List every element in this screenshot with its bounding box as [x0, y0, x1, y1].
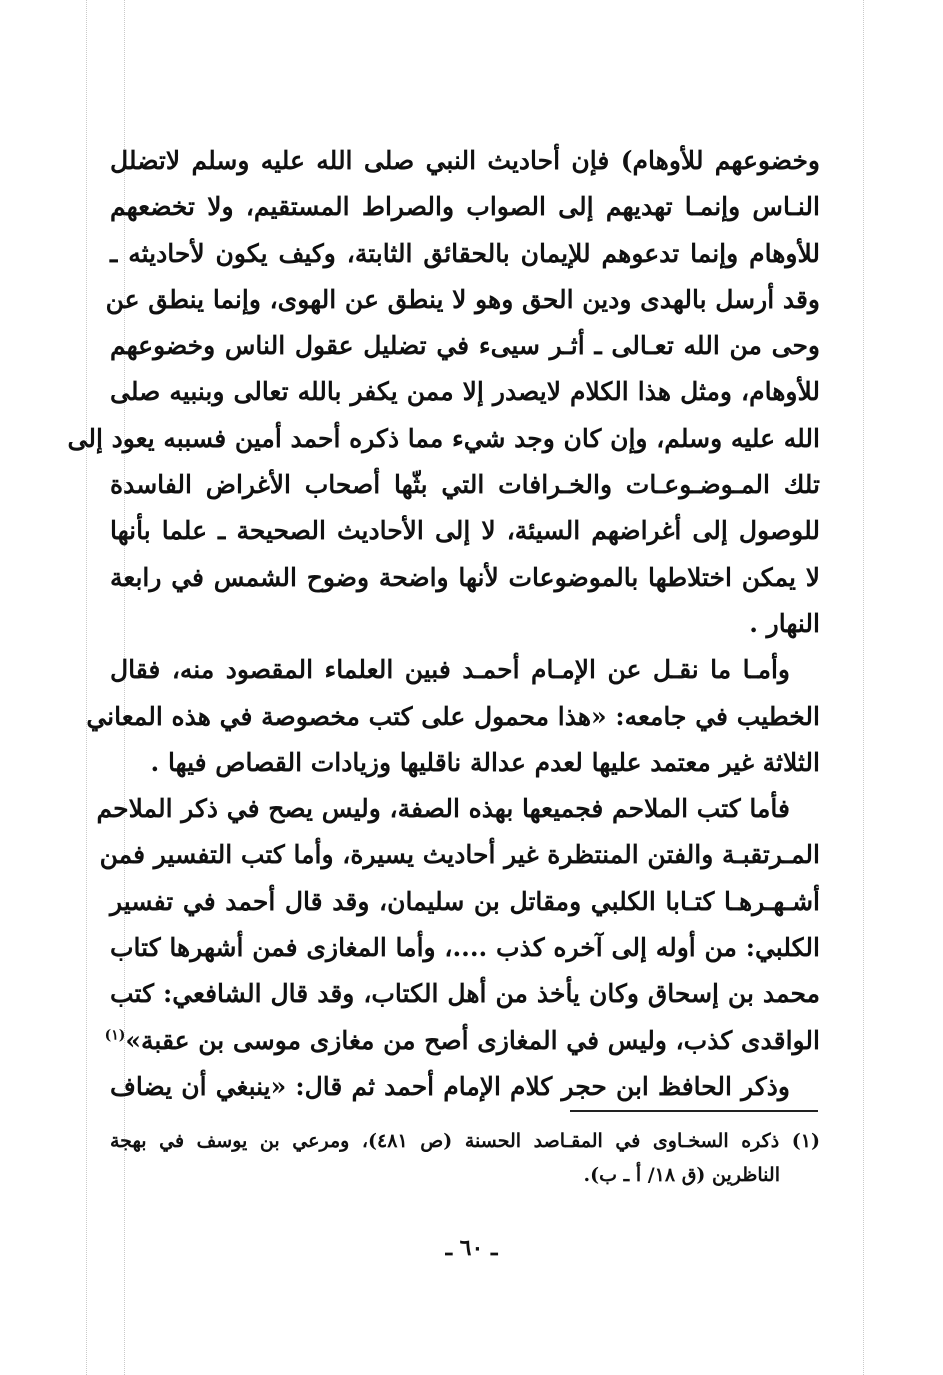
text-line: تلك المـوضـوعـات والخـرافات التي بثّها أصحاب الأغراض الفاسدة [110, 470, 820, 500]
footnote-line: (١) ذكره السخـاوى في المقـاصد الحسنة (ص ٤٨١)، ومرعي بن يوسف في بهجة [110, 1130, 820, 1152]
text-line: وخضوعهم للأوهام) فإن أحاديث النبي صلى الله عليه وسلم لاتضلل [110, 146, 820, 175]
page-body [67, 138, 821, 1110]
text-line: الثلاثة غير معتمد عليها لعدم عدالة ناقليها وزيادات القصاص فيها . [150, 747, 820, 777]
text-line: وأمـا ما نقـل عن الإمـام أحمـد فبين العلماء المقصود منه، فقال [110, 655, 790, 685]
text-line: للأوهام، ومثل هذا الكلام لايصدر إلا ممن يكفر بالله تعالى وبنبيه صلى [110, 377, 820, 407]
footnote-separator [570, 1110, 818, 1112]
text-line: محمد بن إسحاق وكان يأخذ من أهل الكتاب، وقد قال الشافعي: كتب [110, 979, 821, 1009]
page-number: ـ ٦٠ ـ [445, 1235, 498, 1261]
scan-guide-line [86, 0, 87, 1375]
text-line: الله عليه وسلم، وإن كان وجد شيء مما ذكره أحمد أمين فسببه يعود إلى [67, 423, 820, 453]
text-line: وحى من الله تعـالى ـ أثـر سيىء في تضليل عقول الناس وخضوعهم [110, 331, 820, 361]
text-line: وقد أرسل بالهدى ودين الحق وهو لا ينطق عن الهوى، وإنما ينطق عن [105, 284, 820, 314]
footnote-reference: (١) [104, 1027, 126, 1044]
text-line: للأوهام وإنما تدعوهم للإيمان بالحقائق الثابتة، وكيف يكون لأحاديثه ـ [110, 238, 820, 268]
text-line: للوصول إلى أغراضهم السيئة، لا إلى الأحاديث الصحيحة ـ علما بأنها [110, 516, 820, 546]
text-line: الواقدى كذب، وليس في المغازى أصح من مغازى موسى بن عقبة» [125, 1025, 820, 1055]
text-line: النهار . [749, 608, 820, 638]
text-line-with-footnote [104, 1018, 820, 1064]
scan-guide-line [863, 0, 864, 1375]
text-line: وذكر الحافظ ابن حجر كلام الإمام أحمد ثم قال: «ينبغي أن يضاف [110, 1071, 790, 1101]
text-line: لا يمكن اختلاطها بالموضوعات لأنها واضحة وضوح الشمس في رابعة [110, 562, 820, 592]
footnote-line: الناظرين (ق ١٨/ أ ـ ب). [583, 1164, 780, 1186]
text-line: المـرتقبـة والفتن المنتظرة غير أحاديث يسيرة، وأما كتب التفسير فمن [99, 840, 820, 870]
text-line: النـاس وإنمـا تهديهم إلى الصواب والصراط المستقيم، ولا تخضعهم [110, 192, 820, 222]
text-line: فأما كتب الملاحم فجميعها بهذه الصفة، وليس يصح في ذكر الملاحم [96, 794, 790, 824]
text-line: الكلبي: من أوله إلى آخره كذب ....، وأما المغازى فمن أشهرها كتاب [110, 933, 820, 963]
text-line: الخطيب في جامعه: «هذا محمول على كتب مخصوصة في هذه المعاني [86, 701, 820, 731]
footnotes [110, 1124, 820, 1192]
text-line: أشـهـرهـا كتـابا الكلبي ومقاتل بن سليمان، وقد قال أحمد في تفسير [110, 886, 820, 916]
